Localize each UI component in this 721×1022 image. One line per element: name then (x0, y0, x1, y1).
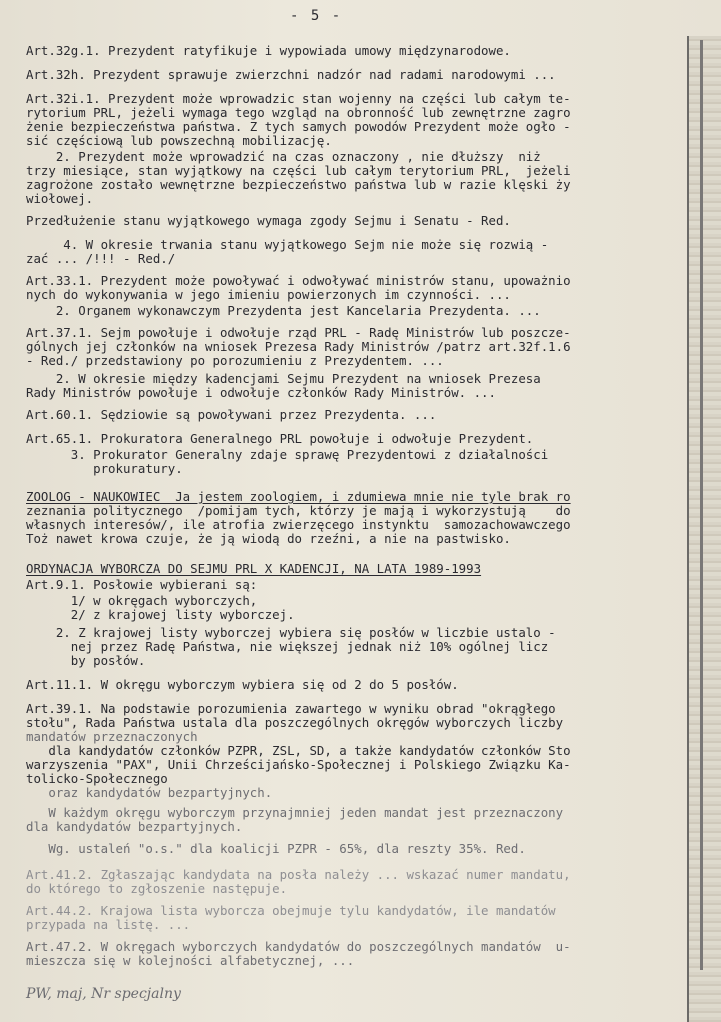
text-line: 2. Organem wykonawczym Prezydenta jest Kancelaria Prezydenta. ... (26, 303, 541, 318)
text-line: trzy miesiące, stan wyjątkowy na części lub całym terytorium PRL, jeżeli (26, 163, 571, 178)
text-line: Art.9.1. Posłowie wybierani są: (26, 577, 258, 592)
text-line: zagrożone zostało wewnętrzne bezpieczeństwo państwa lub w razie klęski ży (26, 177, 571, 192)
text-line: Art.39.1. Na podstawie porozumienia zawartego w wyniku obrad "okrągłego (26, 701, 556, 716)
text-line: żenie bezpieczeństwa państwa. Z tych samych powodów Prezydent może ogło - (26, 119, 571, 134)
text-line: by posłów. (26, 653, 146, 668)
text-line: Toż nawet krowa czuje, że ją wiodą do rzeźni, a nie na pastwisko. (26, 531, 511, 546)
text-line: własnych interesów/, ile atrofia zwierzęcego instynktu samozachowawczego (26, 517, 571, 532)
text-line: zać ... /!!! - Red./ (26, 251, 176, 266)
text-line: Art.33.1. Prezydent może powoływać i odwoływać ministrów stanu, upoważnio (26, 273, 571, 288)
text-line: Art.47.2. W okręgach wyborczych kandydatów do poszczególnych mandatów u- (26, 939, 571, 954)
text-line: Art.60.1. Sędziowie są powoływani przez Prezydenta. ... (26, 407, 437, 422)
text-line: rytorium PRL, jeżeli wymaga tego wzgląd na obronność lub zewnętrzne zagro (26, 105, 571, 120)
text-line: Art.44.2. Krajowa lista wyborcza obejmuje tylu kandydatów, ile mandatów (26, 903, 556, 918)
text-line: stołu", Rada Państwa ustala dla poszczególnych okręgów wyborczych liczby (26, 715, 564, 730)
text-line: 2/ z krajowej listy wyborczej. (26, 607, 295, 622)
text-line: Art.41.2. Zgłaszając kandydata na posła należy ... wskazać numer mandatu, (26, 867, 571, 882)
text-line: warzyszenia "PAX", Unii Chrześcijańsko-Społecznej i Polskiego Związku Ka- (26, 757, 571, 772)
text-line: - Red./ przedstawiony po porozumieniu z Prezydentem. ... (26, 353, 444, 368)
page-number: - 5 - (290, 8, 343, 24)
text-line: nej przez Radę Państwa, nie większej jednak niż 10% ogólnej licz (26, 639, 549, 654)
text-line: 2. Z krajowej listy wyborczej wybiera się posłów w liczbie ustalo - (26, 625, 556, 640)
text-line: mieszcza się w kolejności alfabetycznej, ... (26, 953, 355, 968)
text-line: 1/ w okręgach wyborczych, (26, 593, 258, 608)
section-heading: ORDYNACJA WYBORCZA DO SEJMU PRL X KADENCJI, NA LATA 1989-1993 (26, 561, 482, 576)
handwritten-note: PW, maj, Nr specjalny (26, 986, 181, 1002)
binding-edge (687, 36, 721, 1022)
text-line: 2. Prezydent może wprowadzić na czas oznaczony , nie dłuższy niż (26, 149, 541, 164)
text-line: Art.32i.1. Prezydent może wprowadzic stan wojenny na części lub całym te- (26, 91, 571, 106)
text-line: Art.37.1. Sejm powołuje i odwołuje rząd PRL - Radę Ministrów lub poszcze- (26, 325, 571, 340)
text-line: Przedłużenie stanu wyjątkowego wymaga zgody Sejmu i Senatu - Red. (26, 213, 511, 228)
text-line: Art.65.1. Prokuratora Generalnego PRL powołuje i odwołuje Prezydent. (26, 431, 534, 446)
text-line: W każdym okręgu wyborczym przynajmniej jeden mandat jest przeznaczony (26, 805, 564, 820)
text-line: Rady Ministrów powołuje i odwołuje członków Rady Ministrów. ... (26, 385, 496, 400)
text-line: 2. W okresie między kadencjami Sejmu Prezydent na wniosek Prezesa (26, 371, 541, 386)
text-line: ZOOLOG - NAUKOWIEC Ja jestem zoologiem, i zdumiewa mnie nie tyle brak ro (26, 489, 571, 504)
text-line: Wg. ustaleń "o.s." dla koalicji PZPR - 65%, dla reszty 35%. Red. (26, 841, 526, 856)
text-line: Art.32h. Prezydent sprawuje zwierzchni nadzór nad radami narodowymi ... (26, 67, 556, 82)
text-line: prokuratury. (26, 461, 183, 476)
text-line: mandatów przeznaczonych (26, 729, 198, 744)
text-line: oraz kandydatów bezpartyjnych. (26, 785, 273, 800)
text-line: do którego to zgłoszenie następuje. (26, 881, 288, 896)
text-line: wiołowej. (26, 191, 94, 206)
text-line: nych do wykonywania w jego imieniu powierzonych im czynności. ... (26, 287, 511, 302)
text-line: gólnych jej członków na wniosek Prezesa Rady Ministrów /patrz art.32f.1.6 (26, 339, 571, 354)
text-line: przypada na listę. ... (26, 917, 191, 932)
text-line: Art.32g.1. Prezydent ratyfikuje i wypowiada umowy międzynarodowe. (26, 43, 511, 58)
text-line: Art.11.1. W okręgu wyborczym wybiera się od 2 do 5 posłów. (26, 677, 459, 692)
text-line: dla kandydatów członków PZPR, ZSL, SD, a także kandydatów członków Sto (26, 743, 571, 758)
text-line: 4. W okresie trwania stanu wyjątkowego Sejm nie może się rozwią - (26, 237, 549, 252)
text-line: tolicko-Społecznego (26, 771, 168, 786)
text-line: 3. Prokurator Generalny zdaje sprawę Prezydentowi z działalności (26, 447, 549, 462)
text-line: dla kandydatów bezpartyjnych. (26, 819, 243, 834)
text-line: zeznania politycznego /pomijam tych, którzy je mają i wykorzystują do (26, 503, 571, 518)
binding-rule (700, 40, 703, 970)
text-line: sić częściową lub powszechną mobilizację. (26, 133, 332, 148)
